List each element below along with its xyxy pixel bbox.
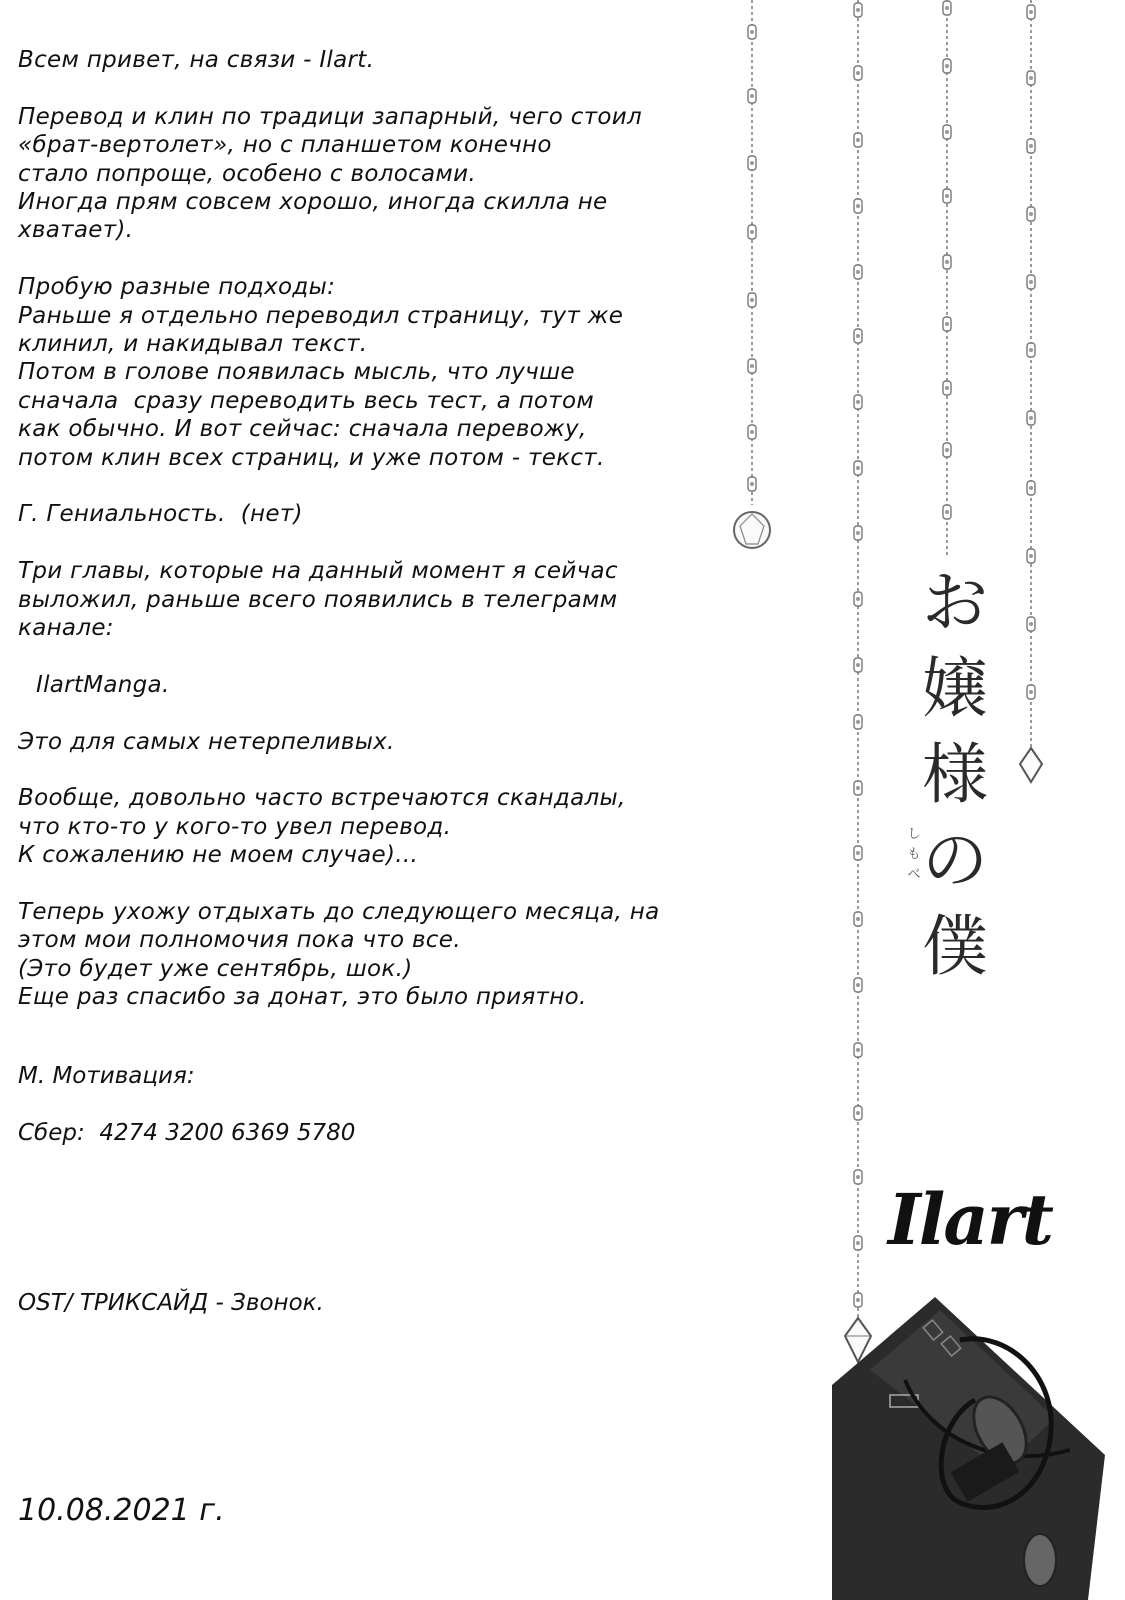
- note-line: (Это будет уже сентябрь, шок.): [18, 955, 413, 982]
- note-date: 10.08.2021 г.: [18, 1493, 225, 1528]
- note-line: Пробую разные подходы:: [18, 274, 336, 301]
- note-line: хватает).: [18, 217, 134, 244]
- note-paragraph: [18, 728, 718, 756]
- note-line: клинил, и накидывал текст.: [18, 331, 368, 358]
- translator-note: [18, 46, 718, 1040]
- note-paragraph: [18, 103, 718, 245]
- ruby-char: し: [907, 827, 921, 842]
- note-line: сначала сразу переводить весь тест, а потом: [18, 387, 595, 414]
- note-line: Теперь ухожу отдыхать до следующего месяца, на: [18, 899, 660, 926]
- note-line: Г. Гениальность. (нет): [18, 501, 303, 528]
- ost-line: OST/ ТРИКСАЙД - Звонок.: [18, 1290, 324, 1316]
- note-line: Всем привет, на связи - Ilart.: [18, 47, 375, 73]
- note-line: Иногда прям совсем хорошо, иногда скилла не: [18, 189, 608, 216]
- note-line: как обычно. И вот сейчас: сначала перевожу,: [18, 416, 587, 443]
- note-line: Вообще, довольно часто встречаются скандалы,: [18, 785, 626, 812]
- note-line: Еще раз спасибо за донат, это было приятно.: [18, 984, 587, 1011]
- title-char: 様: [922, 736, 988, 813]
- note-line: что кто-то у кого-то увел перевод.: [18, 813, 452, 840]
- title-ruby: [905, 825, 923, 885]
- sber-card-number: Сбер: 4274 3200 6369 5780: [18, 1120, 356, 1146]
- note-line: Перевод и клин по традици запарный, чего стоил: [18, 103, 643, 130]
- title-char: の: [922, 822, 988, 899]
- ruby-char: も: [907, 847, 921, 862]
- note-line: выложил, раньше всего появились в телеграмм: [18, 586, 618, 613]
- note-paragraph: [18, 500, 718, 528]
- note-line: К сожалению не моем случае)...: [18, 842, 419, 869]
- note-line: канале:: [18, 615, 114, 642]
- title-char: 僕: [922, 908, 988, 985]
- telegram-channel-name: [18, 671, 718, 699]
- note-paragraph: [18, 46, 718, 74]
- note-line: потом клин всех страниц, и уже потом - текст.: [18, 444, 605, 471]
- note-paragraph: [18, 784, 718, 869]
- motivation-heading: М. Мотивация:: [18, 1063, 195, 1089]
- translator-signature: Ilart: [888, 1178, 1052, 1261]
- note-line: этом мои полномочия пока что все.: [18, 927, 461, 954]
- note-line: стало попроще, особено с волосами.: [18, 160, 476, 187]
- ruby-char: べ: [907, 867, 921, 882]
- note-paragraph: [18, 557, 718, 642]
- title-char: お: [922, 564, 988, 641]
- note-line: IlartManga.: [36, 671, 170, 698]
- title-char: 嬢: [922, 650, 988, 727]
- note-paragraph: [18, 273, 718, 472]
- note-line: Три главы, которые на данный момент я сейчас: [18, 558, 618, 585]
- note-line: Раньше я отдельно переводил страницу, тут же: [18, 302, 624, 329]
- note-line: «брат-вертолет», но с планшетом конечно: [18, 132, 552, 159]
- note-line: Это для самых нетерпеливых.: [18, 728, 395, 755]
- note-line: Потом в голове появилась мысль, что лучше: [18, 359, 575, 386]
- manga-title-art: [915, 560, 995, 990]
- note-paragraph: [18, 898, 718, 1012]
